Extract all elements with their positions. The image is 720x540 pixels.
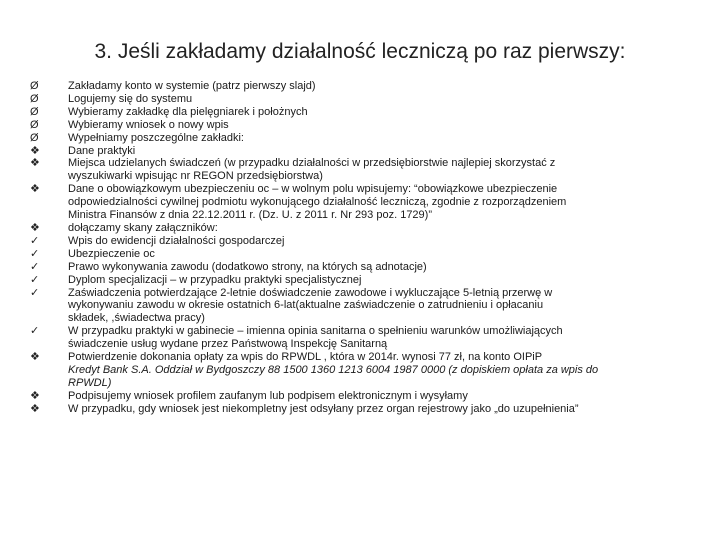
list-item [30, 80, 690, 93]
checkmark-bullet-icon: ✓ [30, 273, 40, 286]
list-item-text [68, 351, 690, 364]
list-item-text [68, 222, 690, 235]
text-line: W przypadku praktyki w gabinecie – imienna opinia sanitarna o spełnieniu warunków umożliwiających [68, 325, 563, 338]
diamond-bullet-icon: ❖ [30, 183, 40, 196]
list-item [30, 106, 690, 119]
list-item-text [68, 106, 690, 119]
text-line: W przypadku, gdy wniosek jest niekompletny jest odsyłany przez organ rejestrowy jako „do uzupełnienia” [68, 402, 579, 415]
list-item-text [68, 183, 690, 222]
text-line: Prawo wykonywania zawodu (dodatkowo strony, na których są adnotacje) [68, 260, 427, 273]
list-item-text [68, 248, 690, 261]
list-item [30, 287, 690, 326]
arrow-bullet-icon: Ø [30, 80, 39, 92]
list-item [30, 93, 690, 106]
text-line: Ubezpieczenie oc [68, 247, 155, 260]
list-item [30, 248, 690, 261]
list-item [30, 132, 690, 145]
text-line: Wybieramy zakładkę dla pielęgniarek i położnych [68, 105, 308, 118]
list-item [30, 274, 690, 287]
slide-title: 3. Jeśli zakładamy działalność leczniczą po raz pierwszy: [94, 40, 626, 63]
list-item [30, 261, 690, 274]
diamond-bullet-icon: ❖ [30, 144, 40, 157]
list-item-text [68, 93, 690, 106]
text-line: Miejsca udzielanych świadczeń (w przypadku działalności w przedsiębiorstwie najlepiej skorzystać z [68, 157, 556, 170]
list-item [30, 390, 690, 403]
text-line: Wybieramy wniosek o nowy wpis [68, 118, 229, 131]
list-item-text [68, 261, 690, 274]
list-item-text [68, 132, 690, 145]
arrow-bullet-icon: Ø [30, 118, 39, 131]
bank-account-text [68, 364, 690, 390]
checkmark-bullet-icon: ✓ [30, 325, 40, 338]
list-item-text [68, 287, 690, 326]
text-line: Wypełniamy poszczególne zakładki: [68, 131, 244, 144]
list-item-text [68, 403, 690, 416]
text-line: Zakładamy konto w systemie (patrz pierwszy slajd) [68, 80, 316, 92]
text-line: odpowiedzialności cywilnej podmiotu wykonującego działalność leczniczą, zgodnie z rozporządzeniem [68, 196, 567, 209]
text-line: Wpis do ewidencji działalności gospodarczej [68, 234, 285, 247]
list-item [30, 403, 690, 416]
text-line: Ministra Finansów z dnia 22.12.2011 r. (Dz. U. z 2011 r. Nr 293 poz. 1729)” [68, 209, 432, 222]
text-line: składek, ,świadectwa pracy) [68, 312, 205, 325]
text-line: RPWDL) [68, 376, 112, 389]
list-item [30, 183, 690, 222]
list-item-text [68, 325, 690, 351]
checkmark-bullet-icon: ✓ [30, 234, 40, 247]
text-line: Podpisujemy wniosek profilem zaufanym lub podpisem elektronicznym i wysyłamy [68, 389, 468, 402]
diamond-bullet-icon: ❖ [30, 157, 40, 170]
text-line: Potwierdzenie dokonania opłaty za wpis do RPWDL , która w 2014r. wynosi 77 zł, na konto OIPiP [68, 351, 543, 364]
checkmark-bullet-icon: ✓ [30, 286, 40, 299]
text-line: wyszukiwarki wpisując nr REGON przedsiębiorstwa) [68, 170, 323, 183]
text-line: Dane o obowiązkowym ubezpieczeniu oc – w wolnym polu wpisujemy: “obowiązkowe ubezpieczenie [68, 183, 558, 196]
list-item-continuation [30, 364, 690, 390]
list-item [30, 222, 690, 235]
diamond-bullet-icon: ❖ [30, 389, 40, 402]
arrow-bullet-icon: Ø [30, 131, 39, 144]
list-item [30, 145, 690, 158]
checkmark-bullet-icon: ✓ [30, 260, 40, 273]
list-item-text [68, 145, 690, 158]
diamond-bullet-icon: ❖ [30, 402, 40, 415]
list-item-text [68, 119, 690, 132]
arrow-bullet-icon: Ø [30, 105, 39, 118]
text-line: Logujemy się do systemu [68, 92, 193, 105]
list-item-text [68, 274, 690, 287]
list-item [30, 351, 690, 364]
list-item-text [68, 390, 690, 403]
text-line: Dyplom specjalizacji – w przypadku praktyki specjalistycznej [68, 273, 362, 286]
text-line: świadczenie usług wydane przez Państwową Inspekcję Sanitarną [68, 338, 388, 351]
arrow-bullet-icon: Ø [30, 92, 39, 105]
list-item [30, 325, 690, 351]
list-item-text [68, 80, 690, 93]
text-line: dołączamy skany załączników: [68, 221, 218, 234]
list-item [30, 119, 690, 132]
list-item [30, 235, 690, 248]
checkmark-bullet-icon: ✓ [30, 247, 40, 260]
list-item [30, 157, 690, 183]
list-item-text [68, 157, 690, 183]
text-line: Zaświadczenia potwierdzające 2-letnie doświadczenie zawodowe i wykluczające 5-letnią przerwę w [68, 286, 553, 299]
text-line: Kredyt Bank S.A. Oddział w Bydgoszczy 88 1500 1360 1213 6004 1987 0000 (z dopiskiem opłata za wpis do [68, 363, 599, 376]
text-line: wykonywaniu zawodu w okresie ostatnich 6-lat(aktualne zaświadczenie o zatrudnieniu i opłacaniu [68, 299, 544, 312]
text-line: Dane praktyki [68, 144, 136, 157]
list-item-text [68, 235, 690, 248]
diamond-bullet-icon: ❖ [30, 351, 40, 364]
bullet-list [30, 80, 690, 416]
diamond-bullet-icon: ❖ [30, 221, 40, 234]
